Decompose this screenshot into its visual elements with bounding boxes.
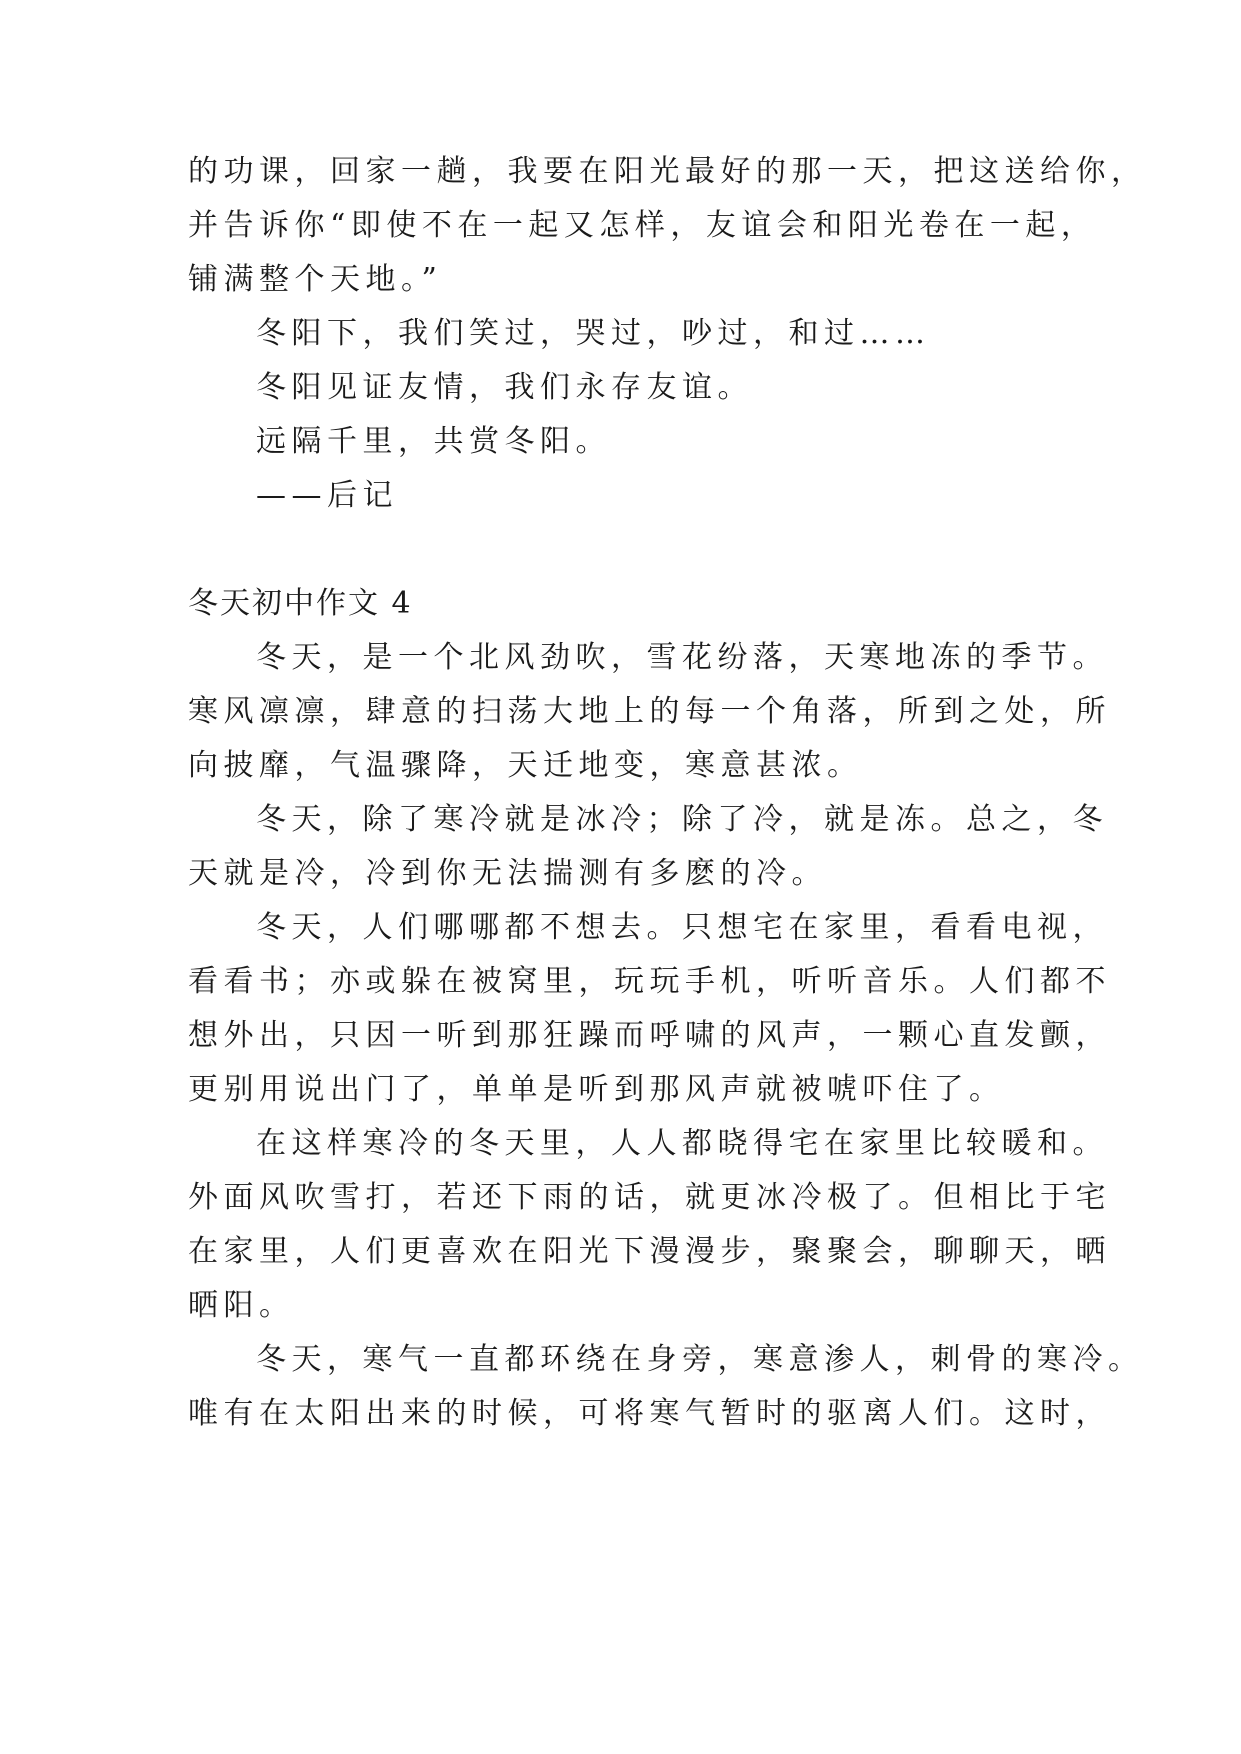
text-line: 冬天，是一个北风劲吹，雪花纷落，天寒地冻的季节。 (256, 640, 1108, 675)
text-line: 唯有在太阳出来的时候，可将寒气暂时的驱离人们。这时， (188, 1396, 1111, 1431)
text-line: 晒阳。 (188, 1288, 295, 1323)
text-line: 想外出，只因一听到那狂躁而呼啸的风声，一颗心直发颤， (188, 1018, 1111, 1053)
text-line: 外面风吹雪打，若还下雨的话，就更冰冷极了。但相比于宅 (188, 1180, 1111, 1215)
paragraph: 冬阳见证友情，我们永存友谊。 (256, 370, 753, 405)
text-line: 冬天，除了寒冷就是冰冷；除了冷，就是冻。总之，冬 (256, 802, 1108, 837)
text-line: 在家里，人们更喜欢在阳光下漫漫步，聚聚会，聊聊天，晒 (188, 1234, 1111, 1269)
paragraph: 冬阳下，我们笑过，哭过，吵过，和过…… (256, 316, 931, 351)
essay-title: 冬天初中作文 4 (188, 586, 413, 621)
text-line: 在这样寒冷的冬天里，人人都晓得宅在家里比较暖和。 (256, 1126, 1108, 1161)
text-line: 看看书；亦或躲在被窝里，玩玩手机，听听音乐。人们都不 (188, 964, 1111, 999)
text-line: 天就是冷，冷到你无法揣测有多麽的冷。 (188, 856, 827, 891)
paragraph-afterword: ——后记 (256, 478, 398, 513)
text-line: 冬天，人们哪哪都不想去。只想宅在家里，看看电视， (256, 910, 1108, 945)
text-line: 并告诉你“即使不在一起又怎样，友谊会和阳光卷在一起， (188, 208, 1097, 243)
paragraph: 远隔千里，共赏冬阳。 (256, 424, 611, 459)
text-line: 向披靡，气温骤降，天迁地变，寒意甚浓。 (188, 748, 863, 783)
text-line: 寒风凛凛，肆意的扫荡大地上的每一个角落，所到之处，所 (188, 694, 1111, 729)
text-line: 的功课，回家一趟，我要在阳光最好的那一天，把这送给你， (188, 154, 1147, 189)
text-line: 更别用说出门了，单单是听到那风声就被唬吓住了。 (188, 1072, 1005, 1107)
text-line: 铺满整个天地。” (188, 262, 443, 297)
text-line: 冬天，寒气一直都环绕在身旁，寒意渗人，刺骨的寒冷。 (256, 1342, 1144, 1377)
